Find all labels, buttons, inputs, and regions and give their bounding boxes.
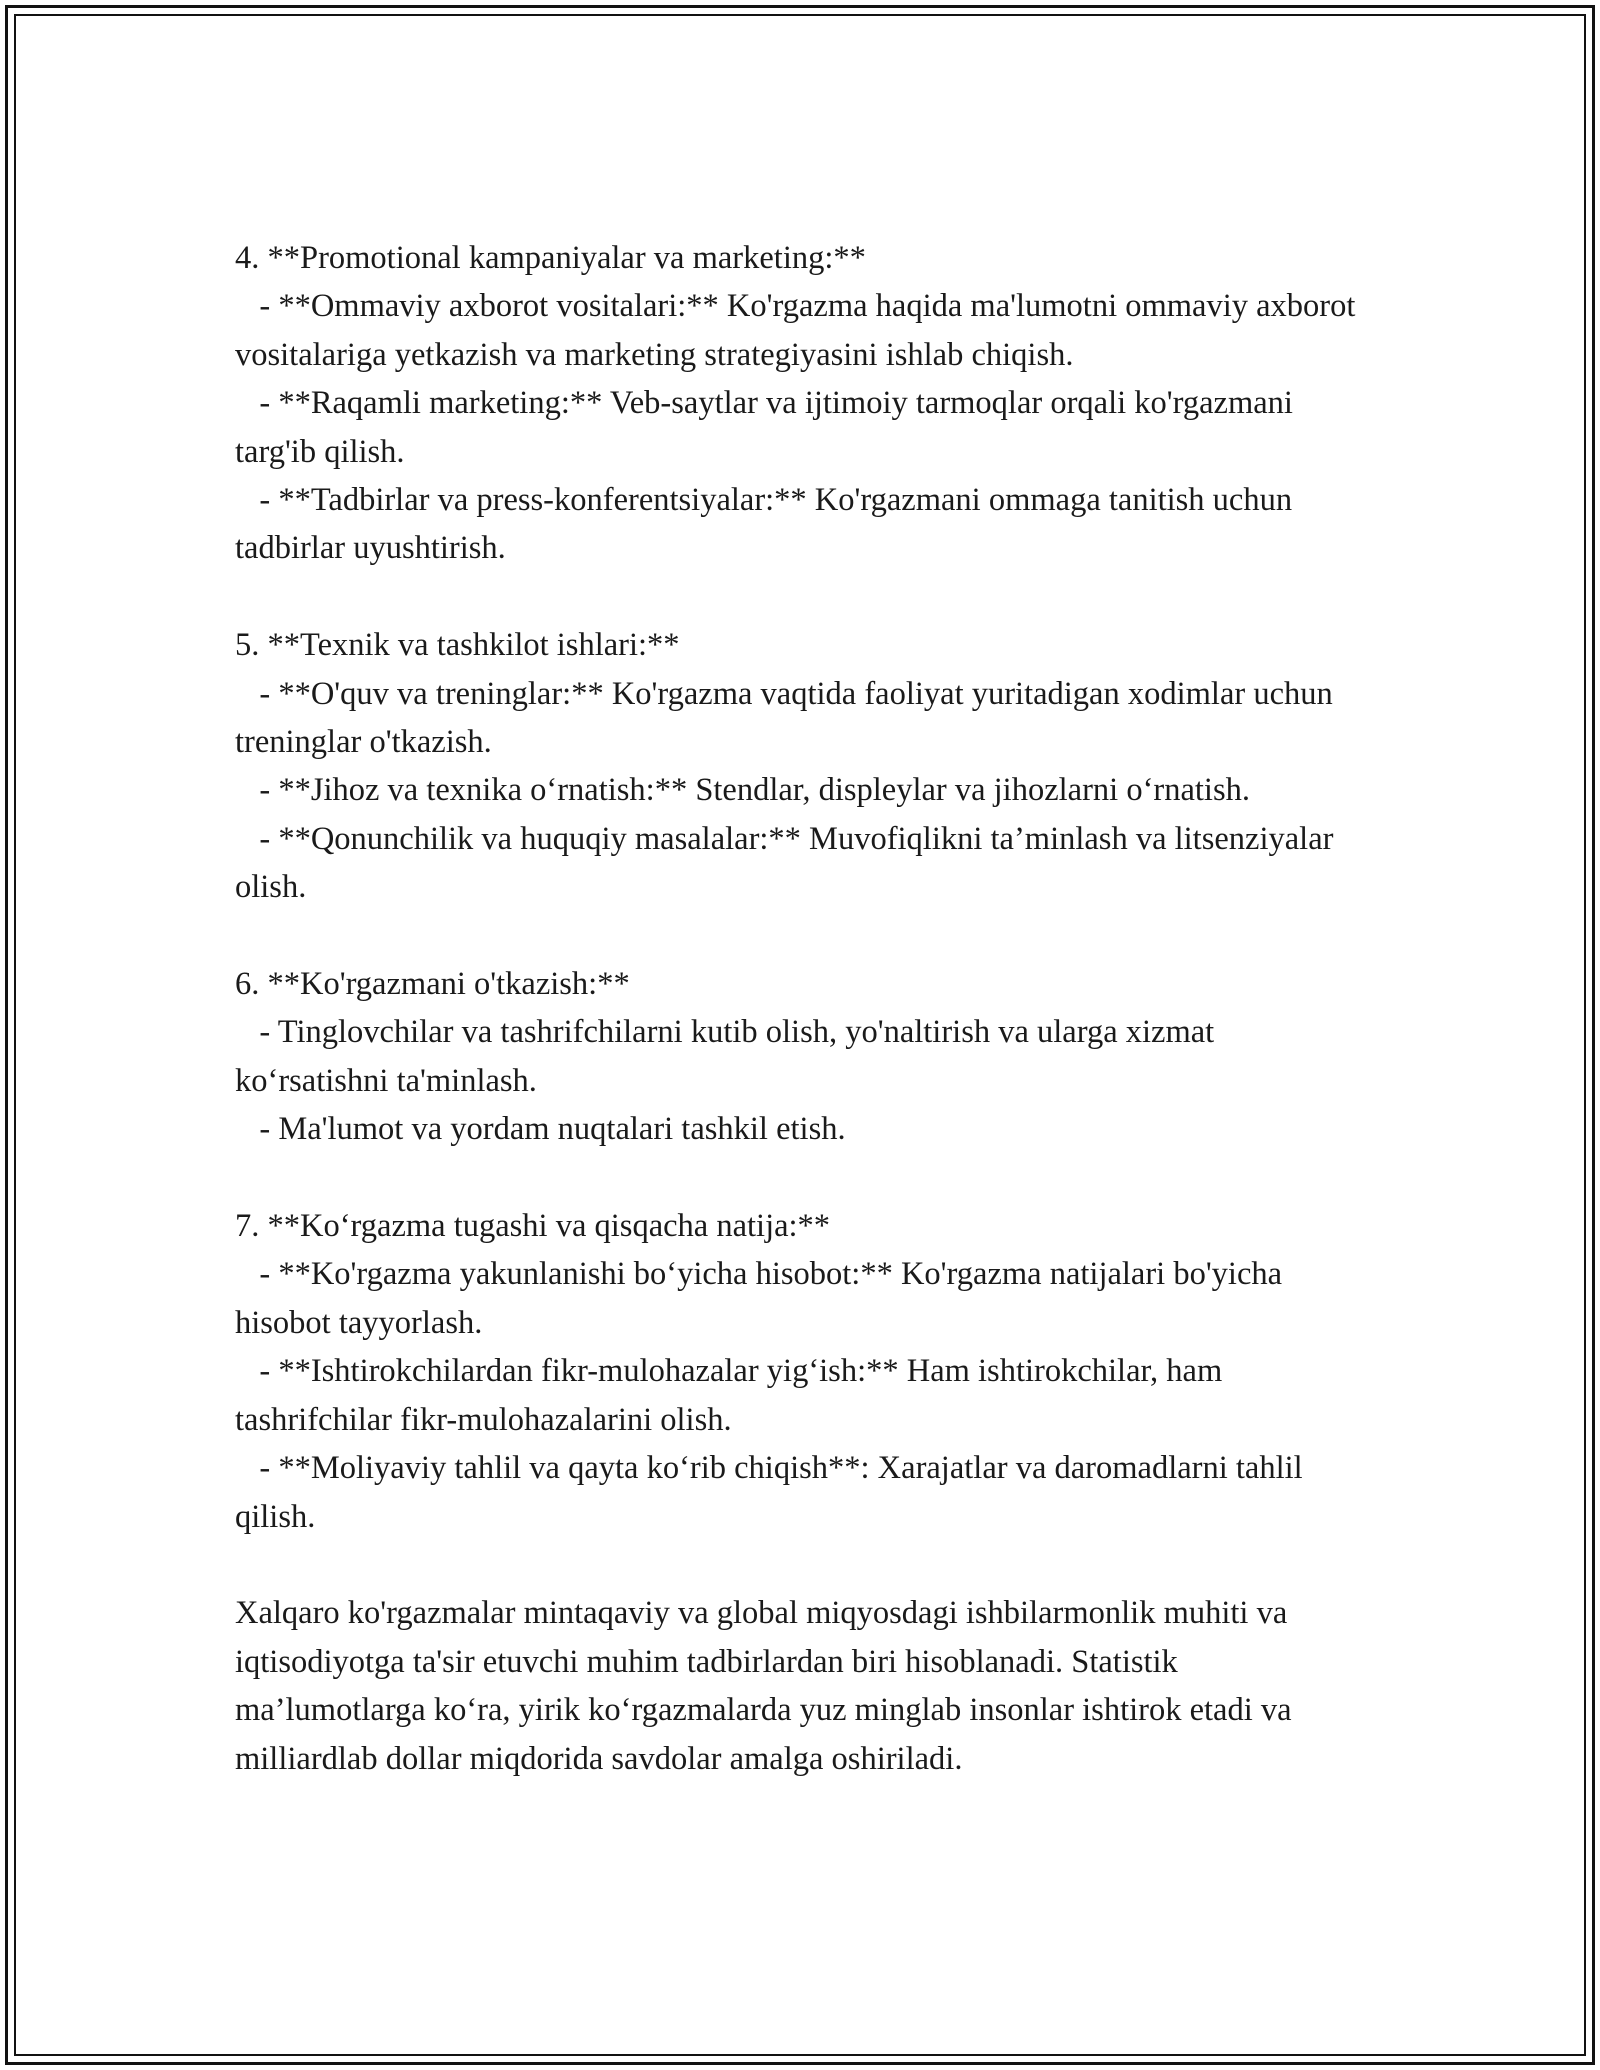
section-6-heading: 6. **Ko'rgazmani o'tkazish:** <box>235 966 630 1003</box>
section-5-item-training: - **O'quv va treninglar:** Ko'rgazma vaqtida faoliyat yuritadigan xodimlar uchun treninglar o'tkazish. <box>235 675 1341 761</box>
section-7-item-report: - **Ko'rgazma yakunlanishi bo‘yicha hisobot:** Ko'rgazma natijalari bo'yicha hisobot tayyorlash. <box>235 1256 1291 1341</box>
section-5-item-equipment: - **Jihoz va texnika o‘rnatish:** Stendlar, displeylar va jihozlarni o‘rnatish. <box>235 772 1250 809</box>
document-body <box>235 234 1365 1783</box>
blank-line <box>235 1154 1365 1202</box>
blank-line <box>235 573 1365 621</box>
section-7-heading: 7. **Ko‘rgazma tugashi va qisqacha natija:** <box>235 1208 831 1245</box>
section-6-item-visitors: - Tinglovchilar va tashrifchilarni kutib olish, yo'naltirish va ularga xizmat ko‘rsatishni ta'minlash. <box>235 1014 1223 1099</box>
section-4-item-media: - **Ommaviy axborot vositalari:** Ko'rgazma haqida ma'lumotni ommaviy axborot vositalariga yetkazish va marketing strategiyasini ishlab chiqish. <box>235 288 1364 373</box>
section-7-item-feedback: - **Ishtirokchilardan fikr-mulohazalar yig‘ish:** Ham ishtirokchilar, ham tashrifchilar fikr-mulohazalarini olish. <box>235 1353 1231 1438</box>
section-4-item-events: - **Tadbirlar va press-konferentsiyalar:** Ko'rgazmani ommaga tanitish uchun tadbirlar uyushtirish. <box>235 482 1301 567</box>
section-6-item-info-points: - Ma'lumot va yordam nuqtalari tashkil etish. <box>235 1111 846 1148</box>
section-5-heading: 5. **Texnik va tashkilot ishlari:** <box>235 627 680 664</box>
blank-line <box>235 912 1365 960</box>
section-4-heading: 4. **Promotional kampaniyalar va marketing:** <box>235 240 866 276</box>
blank-line <box>235 1541 1365 1589</box>
section-4-item-digital: - **Raqamli marketing:** Veb-saytlar va ijtimoiy tarmoqlar orqali ko'rgazmani targ'ib qilish. <box>235 385 1302 470</box>
conclusion-paragraph: Xalqaro ko'rgazmalar mintaqaviy va global miqyosdagi ishbilarmonlik muhiti va iqtisodiyotga ta'sir etuvchi muhim tadbirlardan biri hisoblanadi. Statistik ma’lumotlarga ko‘ra, yirik ko‘rgazmalarda yuz minglab insonlar ishtirok etadi va milliardlab dollar miqdorida savdolar amalga oshiriladi. <box>235 1595 1292 1777</box>
section-7-item-finance: - **Moliyaviy tahlil va qayta ko‘rib chiqish**: Xarajatlar va daromadlarni tahlil qilish. <box>235 1450 1311 1535</box>
section-5-item-legal: - **Qonunchilik va huquqiy masalalar:** Muvofiqlikni ta’minlash va litsenziyalar olish. <box>235 820 1342 906</box>
